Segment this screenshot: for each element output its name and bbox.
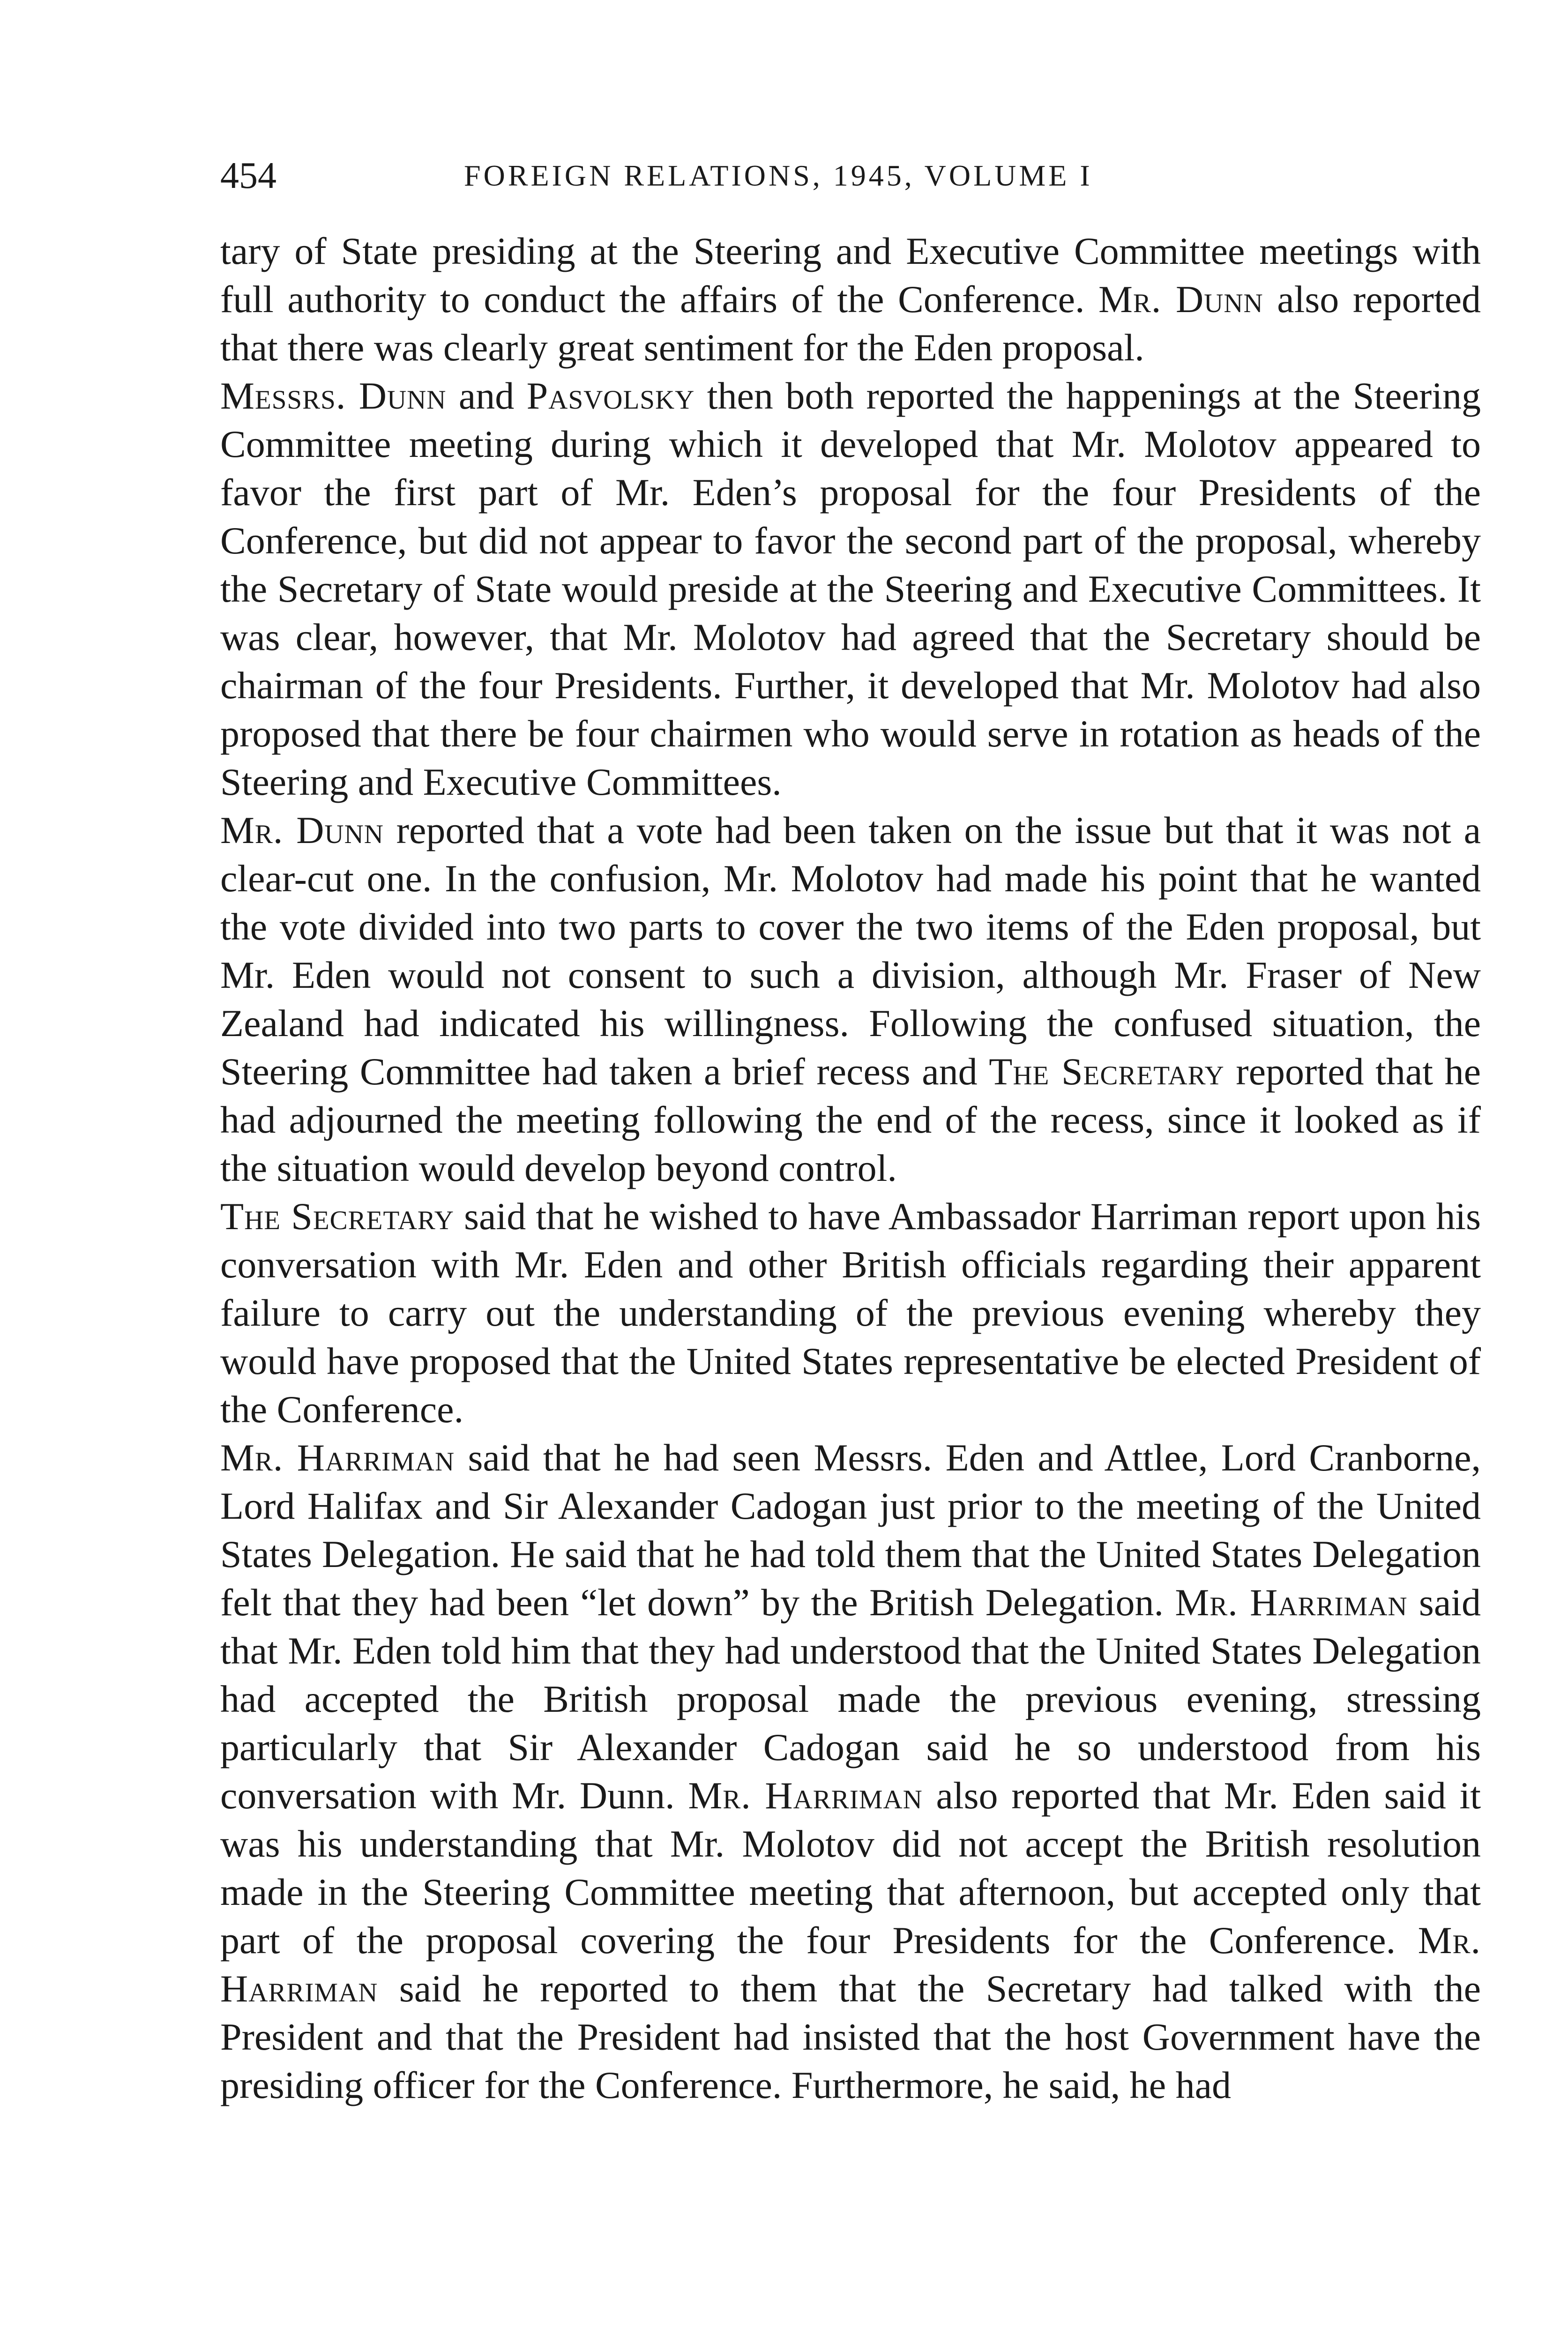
running-head [220,155,1481,206]
text-run: said he reported to them that the Secretary had talked with the President and that the President had insisted that the host Government have the presiding officer for the Conference. Furthermore, he said, he had [220,1967,1481,2106]
text-run: said that Mr. Eden told him that they had understood that the United States Delegation had accepted the British proposal made the previous evening, stressing particularly that Sir Alexander Cadogan said he so understood from his conversation with Mr. Dunn. [220,1581,1481,1817]
body-text [220,227,1481,2109]
paragraph-5 [220,1433,1481,2109]
page-number: 454 [220,155,276,196]
paragraph-1 [220,227,1481,372]
text-run: tary of State presiding at the Steering and Executive Committee meetings with full authority to conduct the affairs of the Conference. [220,230,1481,321]
speaker-name: Mr. Harriman [220,1919,1481,2010]
speaker-name: Mr. Harriman [688,1774,923,1817]
text-run: and [446,374,527,417]
text-run: reported that he had adjourned the meeting following the end of the recess, since it looked as if the situation would develop beyond control. [220,1050,1481,1189]
text-run: said that he had seen Messrs. Eden and Attlee, Lord Cranborne, Lord Halifax and Sir Alexander Cadogan just prior to the meeting of the United States Delegation. He said that he had told them that the United States Delegation felt that they had been “let down” by the British Delegation. [220,1436,1481,1624]
speaker-name: Mr. Dunn [1098,278,1263,321]
text-run: reported that a vote had been taken on the issue but that it was not a clear-cut one. In the confusion, Mr. Molotov had made his point that he wanted the vote divided into two parts to cover the two items of the Eden proposal, but Mr. Eden would not consent to such a division, although Mr. Fraser of New Zealand had indicated his willingness. Following the confused situation, the Steering Committee had taken a brief recess and [220,809,1481,1093]
running-title: FOREIGN RELATIONS, 1945, VOLUME I [464,159,1093,192]
speaker-name: The Secretary [220,1195,454,1238]
paragraph-4 [220,1192,1481,1433]
speaker-name: Pasvolsky [526,374,695,417]
text-run: then both reported the happenings at the Steering Committee meeting during which it developed that Mr. Molotov appeared to favor the first part of Mr. Eden’s proposal for the four Presidents of the Conference, but did not appear to favor the second part of the proposal, whereby the Secretary of State would preside at the Steering and Executive Committees. It was clear, however, that Mr. Molotov had agreed that the Secretary should be chairman of the four Presidents. Further, it developed that Mr. Molotov had also proposed that there be four chairmen who would serve in rotation as heads of the Steering and Executive Committees. [220,374,1481,803]
text-run: also reported that Mr. Eden said it was his understanding that Mr. Molotov did not accept the British resolution made in the Steering Committee meeting that afternoon, but accepted only that part of the proposal covering the four Presidents for the Conference. [220,1774,1481,1962]
speaker-name: Messrs. Dunn [220,374,447,417]
speaker-name: Mr. Harriman [220,1436,455,1479]
text-run: said that he wished to have Ambassador Harriman report upon his conversation with Mr. Eden and other British officials regarding their apparent failure to carry out the understanding of the previous evening whereby they would have proposed that the United States representative be elected President of the Conference. [220,1195,1481,1431]
paragraph-2 [220,372,1481,806]
document-page [220,155,1481,2109]
speaker-name: Mr. Harriman [1175,1581,1408,1624]
speaker-name: The Secretary [989,1050,1225,1093]
speaker-name: Mr. Dunn [220,809,384,851]
text-run: also reported that there was clearly great sentiment for the Eden proposal. [220,278,1481,369]
paragraph-3 [220,806,1481,1192]
